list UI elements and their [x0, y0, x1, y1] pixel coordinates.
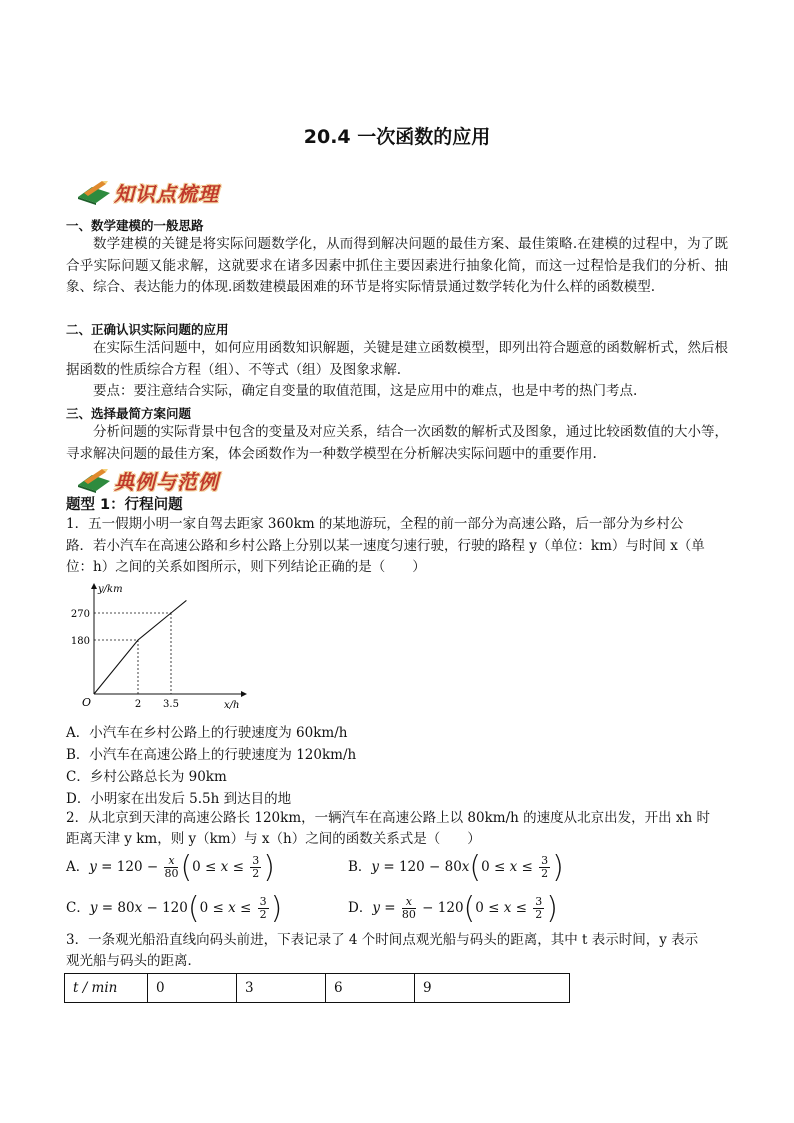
- q2-option-c: C．y = 80x − 120(0 ≤ x ≤ $\frac{3}{2}$ ): [66, 891, 283, 926]
- table-header-cell: t / min: [65, 974, 148, 1003]
- q2-option-d: D．y = $\frac{x}{80}$ − 120(0 ≤ x ≤ $\frac{3}{2}$ ): [348, 891, 558, 926]
- q3-line-1: 3．一条观光船沿直线向码头前进，下表记录了 4 个时间点观光船与码头的距离，其中 t 表示时间，y 表示: [66, 932, 699, 948]
- q1-line-3: 位：h）之间的关系如图所示，则下列结论正确的是（ ）: [66, 559, 426, 575]
- q3-table: [64, 973, 570, 1003]
- banner-knowledge-label: 知识点梳理: [114, 181, 219, 206]
- table-row: [65, 974, 570, 1003]
- book-pencil-icon: [76, 467, 112, 493]
- page-title: 20.4 一次函数的应用: [303, 126, 491, 148]
- y-axis-label: y/km: [98, 584, 123, 595]
- origin-label: O: [82, 696, 92, 709]
- q1-line-2: 路．若小汽车在高速公路和乡村公路上分别以某一速度匀速行驶，行驶的路程 y（单位：km）与时间 x（单: [66, 538, 705, 554]
- q2-line-1: 2．从北京到天津的高速公路长 120km，一辆汽车在高速公路上以 80km/h 的速度从北京出发，开出 xh 时: [66, 810, 711, 826]
- q1-chart: [64, 580, 264, 720]
- section-banner-examples: [76, 465, 219, 495]
- section-2-paragraph: 在实际生活问题中，如何应用函数知识解题，关键是建立函数模型，即列出符合题意的函数解析式，然后根据函数的性质综合方程（组）、不等式（组）及图象求解.: [66, 340, 728, 378]
- x-tick-label: 2: [134, 699, 142, 710]
- x-axis-label: x/h: [224, 700, 240, 711]
- q3-line-2: 观光船与码头的距离．: [66, 953, 201, 969]
- table-cell: 0: [148, 974, 237, 1003]
- q2-option-a: A．y = 120 − $\frac{x}{80}$ (0 ≤ x ≤ $\frac{3}{2}$ ): [66, 850, 275, 885]
- x-tick-label: 3.5: [163, 699, 179, 710]
- section-banner-knowledge: [76, 177, 219, 207]
- q1-line-1: 1．五一假期小明一家自驾去距家 360km 的某地游玩，全程的前一部分为高速公路，后一部分为乡村公: [66, 516, 684, 532]
- book-pencil-icon: [76, 179, 112, 205]
- series-line: [94, 600, 186, 694]
- table-cell: 9: [415, 974, 570, 1003]
- q2-option-b: B．y = 120 − 80x(0 ≤ x ≤ $\frac{3}{2}$ ): [348, 850, 564, 885]
- section-2-key-point: 要点：要注意结合实际，确定自变量的取值范围，这是应用中的难点，也是中考的热门考点.: [93, 383, 638, 399]
- q1-option-b: B．小汽车在高速公路上的行驶速度为 120km/h: [66, 747, 357, 763]
- q1-option-d: D．小明家在出发后 5.5h 到达目的地: [66, 791, 292, 807]
- table-cell: 6: [326, 974, 415, 1003]
- type-1-heading: 题型 1：行程问题: [66, 497, 183, 513]
- y-tick-label: 180: [70, 636, 90, 647]
- table-cell: 3: [237, 974, 326, 1003]
- section-1-heading: 一、数学建模的一般思路: [66, 218, 204, 233]
- section-2-heading: 二、正确认识实际问题的应用: [66, 322, 229, 337]
- banner-examples-label: 典例与范例: [114, 469, 219, 494]
- section-3-paragraph: 分析问题的实际背景中包含的变量及对应关系，结合一次函数的解析式及图象，通过比较函数值的大小等，寻求解决问题的最佳方案，体会函数作为一种数学模型在分析解决实际问题中的重要作用.: [66, 424, 728, 462]
- q1-option-c: C．乡村公路总长为 90km: [66, 769, 227, 785]
- section-1-paragraph: 数学建模的关键是将实际问题数学化，从而得到解决问题的最佳方案、最佳策略.在建模的过程中，为了既合乎实际问题又能求解，这就要求在诸多因素中抓住主要因素进行抽象化简，而这一过程恰是我们的分析、抽象、综合、表达能力的体现.函数建模最困难的环节是将实际情景通过数学转化为什么样的函数模型.: [66, 236, 728, 295]
- section-3-heading: 三、选择最简方案问题: [66, 406, 192, 421]
- y-tick-label: 270: [70, 609, 90, 620]
- q2-line-2: 距离天津 y km，则 y（km）与 x（h）之间的函数关系式是（ ）: [66, 831, 481, 847]
- q1-option-a: A．小汽车在乡村公路上的行驶速度为 60km/h: [66, 725, 348, 741]
